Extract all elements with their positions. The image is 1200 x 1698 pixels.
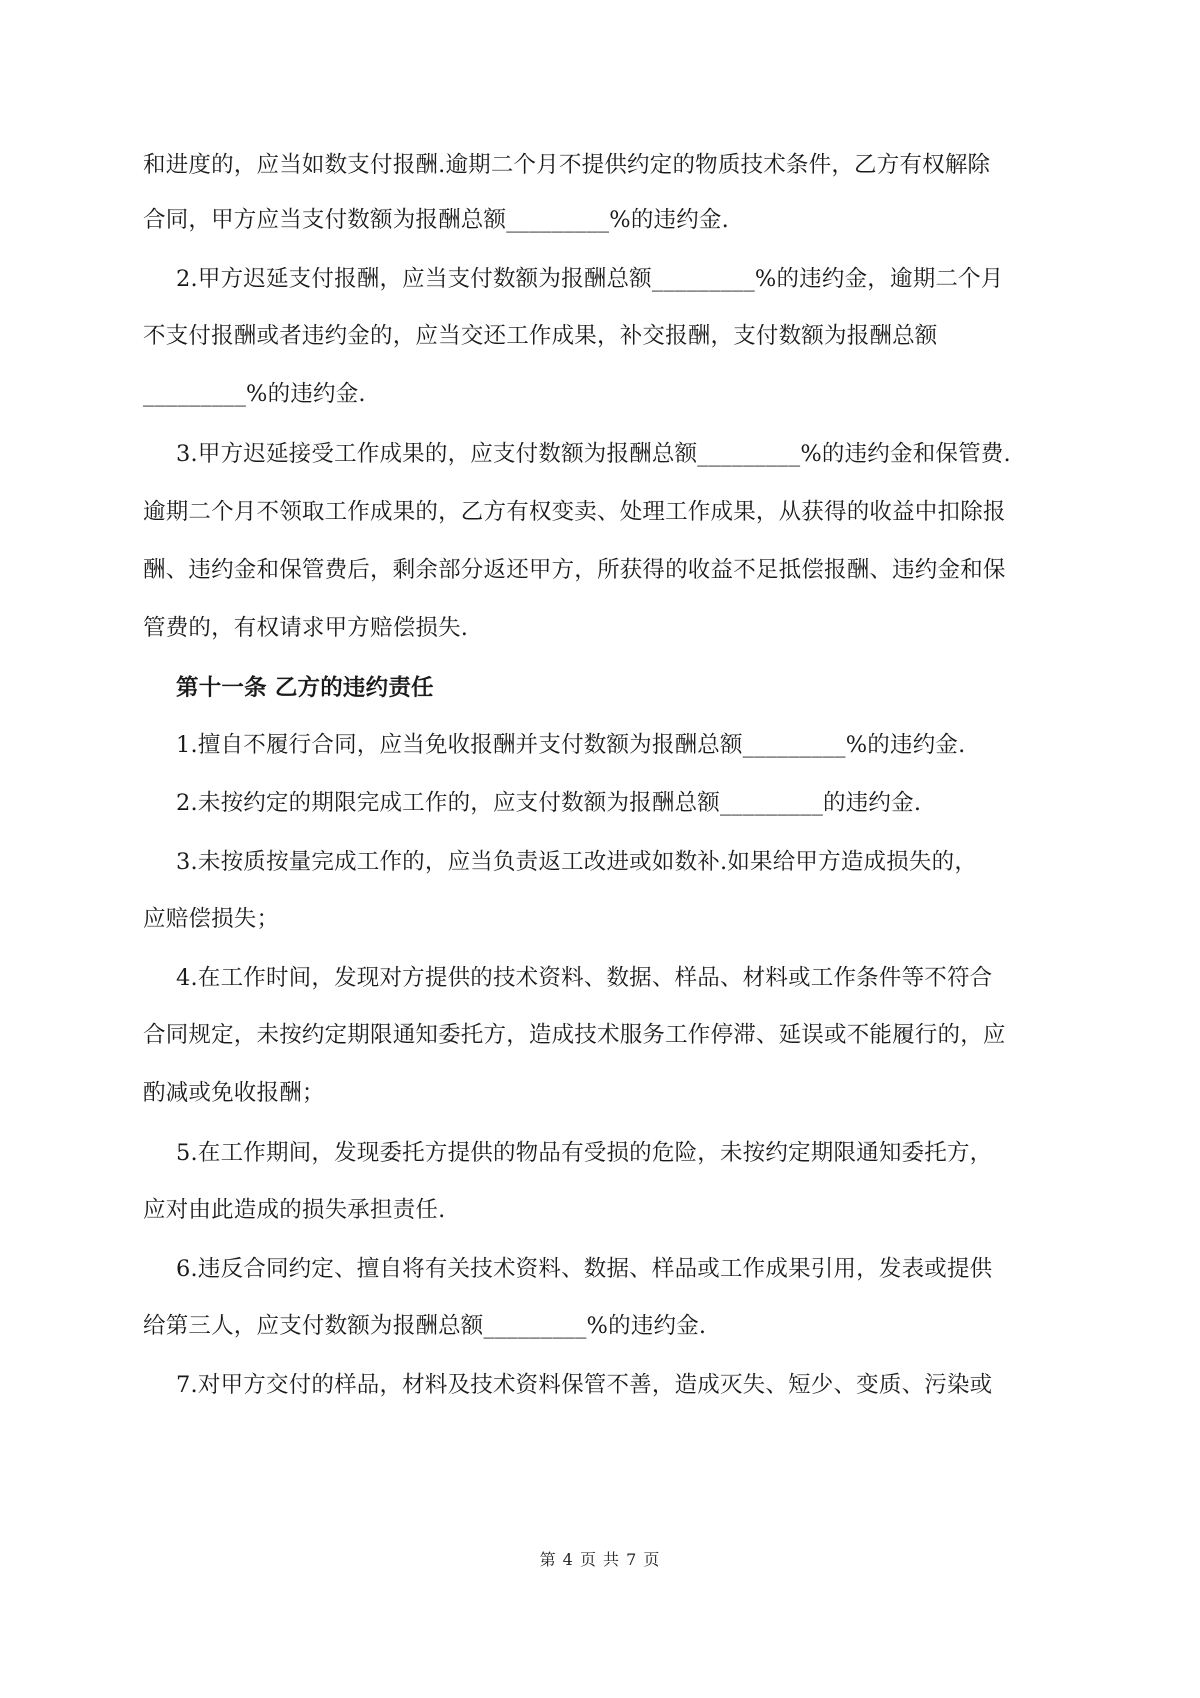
paragraph-line: 5.在工作期间，发现委托方提供的物品有受损的危险，未按约定期限通知委托方， bbox=[176, 1140, 993, 1166]
paragraph-line: 2.甲方迟延支付报酬，应当支付数额为报酬总额_________%的违约金，逾期二个月 bbox=[176, 266, 1004, 292]
paragraph-line: 酌减或免收报酬； bbox=[143, 1080, 325, 1106]
paragraph-line: 1.擅自不履行合同，应当免收报酬并支付数额为报酬总额_________%的违约金. bbox=[176, 732, 966, 758]
paragraph-line: 6.违反合同约定、擅自将有关技术资料、数据、样品或工作成果引用，发表或提供 bbox=[176, 1256, 993, 1282]
paragraph-line: _________%的违约金. bbox=[143, 381, 366, 407]
paragraph-line: 合同规定，未按约定期限通知委托方，造成技术服务工作停滞、延误或不能履行的，应 bbox=[143, 1022, 1006, 1048]
section-heading: 第十一条 乙方的违约责任 bbox=[176, 675, 434, 701]
page-number-footer: 第 4 页 共 7 页 bbox=[539, 1550, 661, 1569]
paragraph-line: 3.甲方迟延接受工作成果的，应支付数额为报酬总额_________%的违约金和保管费. bbox=[176, 441, 1011, 467]
paragraph-line: 不支付报酬或者违约金的，应当交还工作成果，补交报酬，支付数额为报酬总额 bbox=[143, 323, 938, 349]
paragraph-line: 给第三人，应支付数额为报酬总额_________%的违约金. bbox=[143, 1313, 707, 1339]
paragraph-line: 4.在工作时间，发现对方提供的技术资料、数据、样品、材料或工作条件等不符合 bbox=[176, 965, 993, 991]
paragraph-line: 3.未按质按量完成工作的，应当负责返工改进或如数补.如果给甲方造成损失的， bbox=[176, 849, 978, 875]
paragraph-line: 和进度的，应当如数支付报酬.逾期二个月不提供约定的物质技术条件，乙方有权解除 bbox=[143, 152, 991, 178]
paragraph-line: 逾期二个月不领取工作成果的，乙方有权变卖、处理工作成果，从获得的收益中扣除报 bbox=[143, 499, 1006, 525]
paragraph-line: 酬、违约金和保管费后，剩余部分返还甲方，所获得的收益不足抵偿报酬、违约金和保 bbox=[143, 557, 1006, 583]
paragraph-line: 应赔偿损失； bbox=[143, 906, 280, 932]
paragraph-line: 管费的，有权请求甲方赔偿损失. bbox=[143, 615, 469, 641]
paragraph-line: 合同，甲方应当支付数额为报酬总额_________%的违约金. bbox=[143, 207, 729, 233]
paragraph-line: 7.对甲方交付的样品，材料及技术资料保管不善，造成灭失、短少、变质、污染或 bbox=[176, 1372, 993, 1398]
paragraph-line: 应对由此造成的损失承担责任. bbox=[143, 1197, 446, 1223]
paragraph-line: 2.未按约定的期限完成工作的，应支付数额为报酬总额_________的违约金. bbox=[176, 790, 922, 816]
